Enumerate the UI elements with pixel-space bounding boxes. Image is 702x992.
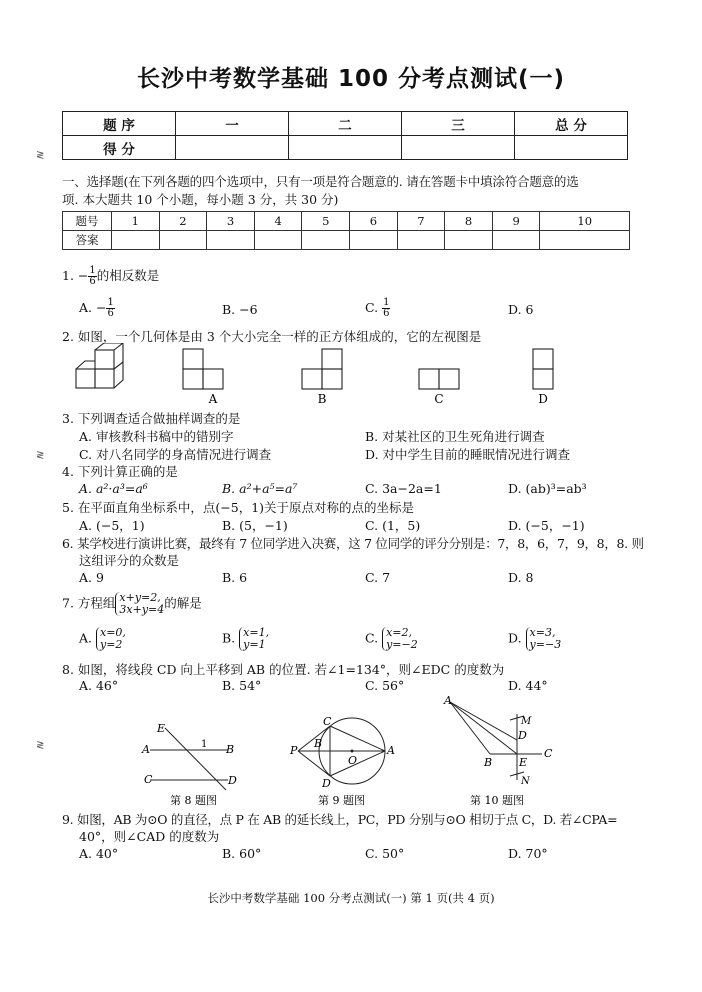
score-input-cell[interactable] bbox=[515, 136, 628, 160]
answer-input-cell[interactable] bbox=[492, 231, 540, 250]
option-fraction bbox=[106, 298, 114, 319]
answer-table-answer-row bbox=[63, 231, 630, 250]
answer-input-cell[interactable] bbox=[397, 231, 445, 250]
q7-text: 7. 方程组 bbox=[62, 595, 116, 611]
score-cell: 题 序 bbox=[63, 112, 176, 136]
q9-option-b[interactable]: B. 60° bbox=[222, 846, 262, 861]
view-option-d-drawing bbox=[533, 349, 553, 389]
section-heading bbox=[62, 173, 642, 209]
q6-option-a[interactable]: A. 9 bbox=[79, 570, 104, 585]
answer-cell: 1 bbox=[112, 212, 160, 231]
answer-cell: 6 bbox=[350, 212, 398, 231]
denominator: 6 bbox=[383, 308, 390, 319]
q5-option-d[interactable]: D. (−5，−1) bbox=[508, 518, 585, 533]
fig10-label-a: A bbox=[444, 694, 452, 707]
option-system bbox=[96, 627, 126, 651]
q4-option-a[interactable]: A. a²·a³=a⁶ bbox=[79, 481, 148, 496]
fig8-label-e: E bbox=[157, 722, 166, 735]
view-option-b-drawing bbox=[302, 349, 342, 389]
view-option-a-drawing bbox=[183, 349, 223, 389]
fig9-label-c: C bbox=[323, 715, 332, 728]
answer-table bbox=[62, 211, 630, 250]
fig9-label-o: O bbox=[348, 754, 358, 767]
answer-cell: 7 bbox=[397, 212, 445, 231]
q3-option-b[interactable]: B. 对某社区的卫生死角进行调查 bbox=[365, 429, 545, 444]
section-heading-line: 项. 本大题共 10 个小题，每小题 3 分，共 30 分) bbox=[62, 192, 339, 207]
q3-option-d[interactable]: D. 对中学生目前的睡眠情况进行调查 bbox=[365, 447, 571, 462]
section-heading-line: 一、选择题(在下列各题的四个选项中，只有一项是符合题意的. 请在答题卡中填涂符合题意的选 bbox=[62, 174, 579, 189]
fig9-label-b: B bbox=[314, 737, 323, 750]
q1-option-d[interactable]: D. 6 bbox=[508, 302, 534, 317]
margin-mark: ≷ bbox=[36, 150, 45, 161]
option-text: A. − bbox=[79, 300, 107, 315]
option-label: A. bbox=[79, 630, 93, 646]
score-cell: 三 bbox=[402, 112, 515, 136]
page-footer: 长沙中考数学基础 100 分考点测试(一) 第 1 页(共 4 页) bbox=[207, 891, 495, 905]
q3-option-a[interactable]: A. 审核教科书稿中的错别字 bbox=[79, 429, 234, 444]
numerator: 1 bbox=[383, 297, 390, 308]
q6-option-b[interactable]: B. 6 bbox=[222, 570, 248, 585]
question-9-stem-line1: 9. 如图，AB 为⊙O 的直径，点 P 在 AB 的延长线上，PC，PD 分别与⊙O 相切于点 C，D. 若∠CPA= bbox=[62, 812, 618, 827]
page-title: 长沙中考数学基础 100 分考点测试(一) bbox=[136, 66, 566, 92]
question-8-stem: 8. 如图，将线段 CD 向上平移到 AB 的位置. 若∠1=134°，则∠EDC 的度数为 bbox=[62, 662, 505, 677]
score-cell: 得 分 bbox=[63, 136, 176, 160]
denominator: 6 bbox=[107, 308, 114, 319]
q5-option-b[interactable]: B. (5，−1) bbox=[222, 518, 288, 533]
q7-option-c[interactable] bbox=[365, 627, 418, 651]
question-9-stem-line2: 40°，则∠CAD 的度数为 bbox=[79, 829, 220, 844]
fig8-label-d: D bbox=[228, 774, 237, 787]
view-option-c-drawing bbox=[419, 369, 459, 389]
q9-option-d[interactable]: D. 70° bbox=[508, 846, 548, 861]
equation: x=0, bbox=[100, 626, 126, 639]
q7-option-b[interactable] bbox=[222, 627, 269, 651]
equation: y=1 bbox=[243, 638, 266, 651]
q7-text: 的解是 bbox=[164, 595, 202, 611]
fig9-label-a: A bbox=[387, 744, 395, 757]
fig8-label-c: C bbox=[144, 773, 153, 786]
q1-option-c[interactable] bbox=[365, 298, 390, 319]
answer-cell: 10 bbox=[540, 212, 630, 231]
option-system bbox=[239, 627, 269, 651]
numerator: 1 bbox=[89, 265, 96, 276]
fig8-label-1: 1 bbox=[201, 739, 208, 750]
question-7-stem bbox=[62, 592, 202, 616]
answer-cell: 题号 bbox=[63, 212, 112, 231]
answer-input-cell[interactable] bbox=[302, 231, 350, 250]
answer-cell: 8 bbox=[445, 212, 493, 231]
answer-input-cell[interactable] bbox=[112, 231, 160, 250]
q2-label-c[interactable]: C bbox=[434, 392, 444, 406]
answer-table-number-row bbox=[63, 212, 630, 231]
equation: y=2 bbox=[100, 638, 123, 651]
q9-option-c[interactable]: C. 50° bbox=[365, 846, 405, 861]
answer-input-cell[interactable] bbox=[254, 231, 302, 250]
equation: x=2, bbox=[386, 626, 412, 639]
answer-input-cell[interactable] bbox=[445, 231, 493, 250]
fig10-label-b: B bbox=[484, 756, 493, 769]
equation: x+y=2, bbox=[119, 591, 161, 604]
fig10-caption: 第 10 题图 bbox=[470, 794, 524, 807]
fig10-label-c: C bbox=[544, 747, 553, 760]
q7-option-d[interactable] bbox=[508, 627, 561, 651]
option-label: C. bbox=[365, 630, 379, 646]
fig8-caption: 第 8 题图 bbox=[170, 794, 217, 807]
margin-mark: ≷ bbox=[36, 450, 45, 461]
fig8-label-b: B bbox=[226, 743, 235, 756]
score-cell: 一 bbox=[176, 112, 289, 136]
question-3-stem: 3. 下列调查适合做抽样调查的是 bbox=[62, 411, 241, 426]
q2-label-a[interactable]: A bbox=[208, 392, 218, 406]
numerator: 1 bbox=[107, 297, 114, 308]
figures-row bbox=[130, 692, 560, 810]
answer-input-cell[interactable] bbox=[207, 231, 255, 250]
fig8-label-a: A bbox=[142, 743, 150, 756]
score-table-header-row bbox=[63, 112, 628, 136]
option-text: C. bbox=[365, 300, 383, 315]
q1-option-b[interactable]: B. −6 bbox=[222, 302, 258, 317]
q5-option-a[interactable]: A. (−5，1) bbox=[79, 518, 145, 533]
fig9-center-dot bbox=[351, 750, 354, 753]
figure-8 bbox=[150, 728, 228, 790]
option-label: D. bbox=[508, 630, 522, 646]
score-cell: 二 bbox=[289, 112, 402, 136]
q8-option-d[interactable]: D. 44° bbox=[508, 678, 548, 693]
answer-input-cell[interactable] bbox=[350, 231, 398, 250]
q1-text: 1. − bbox=[62, 268, 89, 283]
q2-label-b[interactable]: B bbox=[317, 392, 327, 406]
answer-cell: 4 bbox=[254, 212, 302, 231]
question-6-stem-line1: 6. 某学校进行演讲比赛，最终有 7 位同学进入决赛，这 7 位同学的评分分别是：7，8，6，7，9，8，8. 则 bbox=[62, 536, 644, 551]
fig10-label-d: D bbox=[518, 729, 527, 742]
q7-option-a[interactable] bbox=[79, 627, 126, 651]
question-6-stem-line2: 这组评分的众数是 bbox=[79, 553, 180, 568]
score-input-cell[interactable] bbox=[289, 136, 402, 160]
score-table-score-row bbox=[63, 136, 628, 160]
answer-cell: 5 bbox=[302, 212, 350, 231]
q1-text: 的相反数是 bbox=[96, 268, 160, 283]
score-table bbox=[62, 111, 628, 160]
q8-option-a[interactable]: A. 46° bbox=[79, 678, 119, 693]
cube-solid-drawing bbox=[76, 343, 123, 388]
denominator: 6 bbox=[89, 276, 96, 287]
equation: 3x+y=4 bbox=[119, 603, 165, 616]
equation: x=1, bbox=[243, 626, 270, 639]
question-5-stem: 5. 在平面直角坐标系中，点(−5，1)关于原点对称的点的坐标是 bbox=[62, 500, 415, 515]
score-input-cell[interactable] bbox=[176, 136, 289, 160]
q4-option-c[interactable]: C. 3a−2a=1 bbox=[365, 481, 442, 496]
option-fraction bbox=[382, 298, 390, 319]
answer-input-cell[interactable] bbox=[540, 231, 630, 250]
score-input-cell[interactable] bbox=[402, 136, 515, 160]
answer-cell: 9 bbox=[492, 212, 540, 231]
option-system bbox=[382, 627, 418, 651]
q3-option-c[interactable]: C. 对八名同学的身高情况进行调查 bbox=[79, 447, 272, 462]
answer-cell: 答案 bbox=[63, 231, 112, 250]
answer-input-cell[interactable] bbox=[159, 231, 207, 250]
q7-system bbox=[115, 592, 164, 616]
q4-option-b[interactable]: B. a²+a⁵=a⁷ bbox=[222, 481, 298, 496]
q4-option-d[interactable]: D. (ab)³=ab³ bbox=[508, 481, 587, 496]
q2-figures bbox=[62, 343, 622, 409]
fig9-label-d: D bbox=[322, 777, 331, 790]
answer-cell: 3 bbox=[207, 212, 255, 231]
margin-mark: ≷ bbox=[36, 740, 45, 751]
answer-cell: 2 bbox=[159, 212, 207, 231]
figure-9 bbox=[298, 718, 385, 784]
equation: y=−3 bbox=[529, 638, 562, 651]
question-1-stem bbox=[62, 266, 159, 287]
option-system bbox=[526, 627, 562, 651]
option-label: B. bbox=[222, 630, 236, 646]
fig9-label-p: P bbox=[290, 744, 298, 757]
q9-option-a[interactable]: A. 40° bbox=[79, 846, 119, 861]
q8-option-b[interactable]: B. 54° bbox=[222, 678, 262, 693]
equation: x=3, bbox=[529, 626, 556, 639]
figure-10 bbox=[450, 702, 542, 780]
q2-label-d[interactable]: D bbox=[538, 392, 548, 406]
q6-option-d[interactable]: D. 8 bbox=[508, 570, 534, 585]
fig10-label-n: N bbox=[521, 776, 530, 787]
fig9-caption: 第 9 题图 bbox=[318, 794, 365, 807]
score-cell: 总 分 bbox=[515, 112, 628, 136]
q8-option-c[interactable]: C. 56° bbox=[365, 678, 405, 693]
question-2-stem: 2. 如图，一个几何体是由 3 个大小完全一样的正方体组成的，它的左视图是 bbox=[62, 329, 482, 344]
q5-option-c[interactable]: C. (1，5) bbox=[365, 518, 421, 533]
q6-option-c[interactable]: C. 7 bbox=[365, 570, 391, 585]
q1-option-a[interactable] bbox=[79, 298, 115, 319]
fig10-label-m: M bbox=[521, 716, 532, 727]
fig10-label-e: E bbox=[519, 756, 528, 769]
q1-fraction bbox=[88, 266, 96, 287]
equation: y=−2 bbox=[386, 638, 418, 651]
question-4-stem: 4. 下列计算正确的是 bbox=[62, 464, 178, 479]
